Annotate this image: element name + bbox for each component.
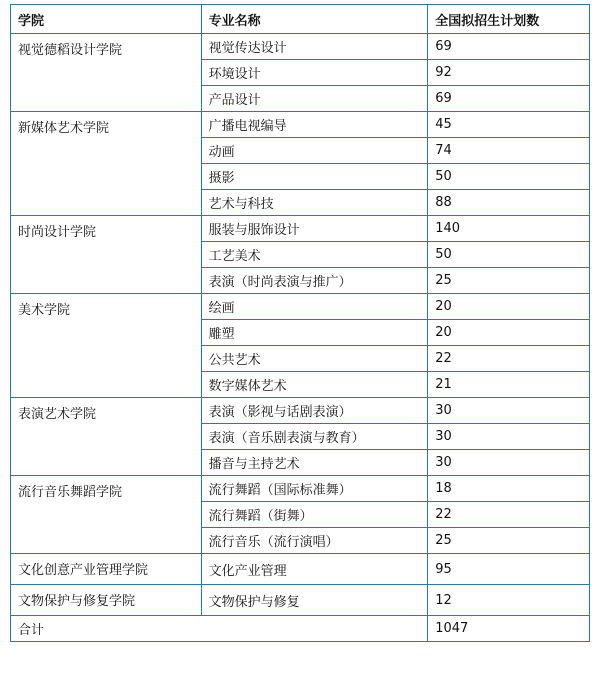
plan-cell: 50 xyxy=(428,242,590,268)
major-cell: 流行舞蹈（街舞） xyxy=(201,502,428,528)
enrollment-plan-table xyxy=(10,4,590,642)
plan-cell: 95 xyxy=(428,554,590,585)
college-cell: 时尚设计学院 xyxy=(11,216,202,294)
major-cell: 文化产业管理 xyxy=(201,554,428,585)
college-cell: 流行音乐舞蹈学院 xyxy=(11,476,202,554)
major-cell: 产品设计 xyxy=(201,86,428,112)
major-cell: 表演（音乐剧表演与教育） xyxy=(201,424,428,450)
plan-cell: 25 xyxy=(428,268,590,294)
major-cell: 环境设计 xyxy=(201,60,428,86)
major-cell: 艺术与科技 xyxy=(201,190,428,216)
plan-cell: 92 xyxy=(428,60,590,86)
total-label: 合计 xyxy=(11,616,428,642)
plan-cell: 20 xyxy=(428,320,590,346)
plan-cell: 69 xyxy=(428,86,590,112)
table-row xyxy=(11,112,590,138)
plan-cell: 21 xyxy=(428,372,590,398)
major-cell: 广播电视编导 xyxy=(201,112,428,138)
header-college: 学院 xyxy=(11,5,202,34)
table-row xyxy=(11,34,590,60)
table-row xyxy=(11,294,590,320)
major-cell: 动画 xyxy=(201,138,428,164)
major-cell: 公共艺术 xyxy=(201,346,428,372)
total-row xyxy=(11,616,590,642)
plan-cell: 30 xyxy=(428,398,590,424)
header-row xyxy=(11,5,590,34)
major-cell: 视觉传达设计 xyxy=(201,34,428,60)
table-row xyxy=(11,216,590,242)
plan-cell: 140 xyxy=(428,216,590,242)
college-cell: 视觉德稻设计学院 xyxy=(11,34,202,112)
plan-cell: 45 xyxy=(428,112,590,138)
major-cell: 工艺美术 xyxy=(201,242,428,268)
college-cell: 美术学院 xyxy=(11,294,202,398)
plan-cell: 50 xyxy=(428,164,590,190)
plan-cell: 20 xyxy=(428,294,590,320)
table-body xyxy=(11,34,590,616)
major-cell: 播音与主持艺术 xyxy=(201,450,428,476)
plan-cell: 12 xyxy=(428,585,590,616)
plan-cell: 18 xyxy=(428,476,590,502)
table-row xyxy=(11,398,590,424)
major-cell: 雕塑 xyxy=(201,320,428,346)
college-cell: 文化创意产业管理学院 xyxy=(11,554,202,585)
major-cell: 服装与服饰设计 xyxy=(201,216,428,242)
major-cell: 摄影 xyxy=(201,164,428,190)
header-plan: 全国拟招生计划数 xyxy=(428,5,590,34)
plan-cell: 25 xyxy=(428,528,590,554)
table-row xyxy=(11,585,590,616)
major-cell: 流行音乐（流行演唱） xyxy=(201,528,428,554)
college-cell: 表演艺术学院 xyxy=(11,398,202,476)
plan-cell: 22 xyxy=(428,346,590,372)
table-row xyxy=(11,554,590,585)
total-value: 1047 xyxy=(428,616,590,642)
major-cell: 表演（时尚表演与推广） xyxy=(201,268,428,294)
header-major: 专业名称 xyxy=(201,5,428,34)
college-cell: 文物保护与修复学院 xyxy=(11,585,202,616)
plan-cell: 69 xyxy=(428,34,590,60)
plan-cell: 30 xyxy=(428,450,590,476)
major-cell: 文物保护与修复 xyxy=(201,585,428,616)
major-cell: 绘画 xyxy=(201,294,428,320)
major-cell: 数字媒体艺术 xyxy=(201,372,428,398)
plan-cell: 22 xyxy=(428,502,590,528)
plan-cell: 30 xyxy=(428,424,590,450)
major-cell: 表演（影视与话剧表演） xyxy=(201,398,428,424)
table-row xyxy=(11,476,590,502)
college-cell: 新媒体艺术学院 xyxy=(11,112,202,216)
plan-cell: 74 xyxy=(428,138,590,164)
major-cell: 流行舞蹈（国际标准舞） xyxy=(201,476,428,502)
plan-cell: 88 xyxy=(428,190,590,216)
